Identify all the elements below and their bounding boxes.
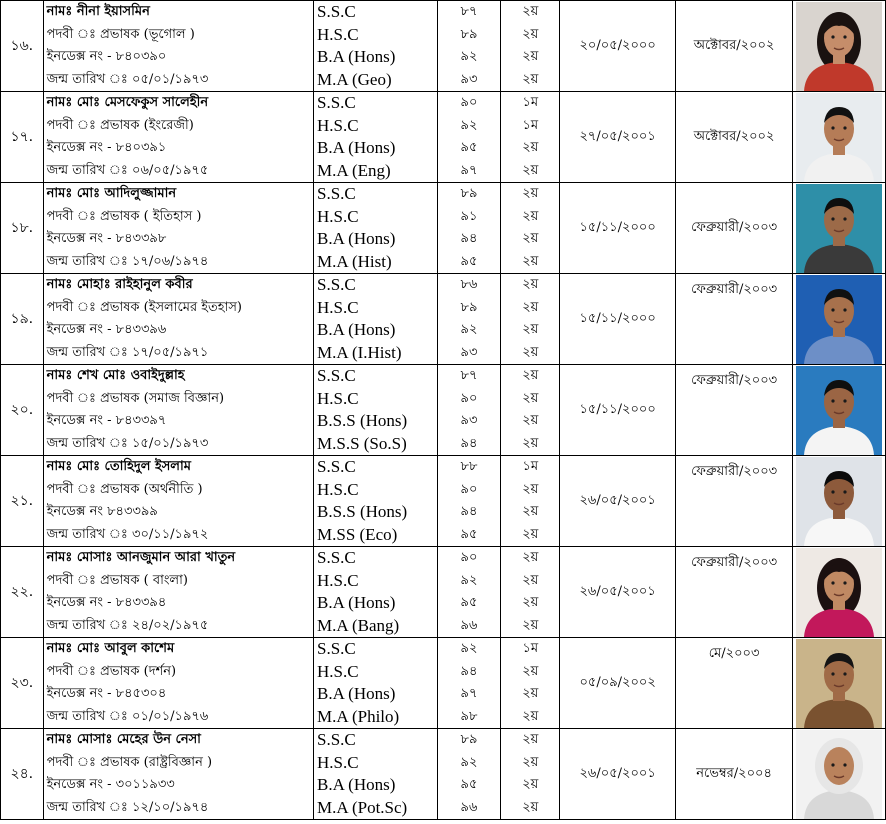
exam-marks: ৯৭ — [460, 162, 478, 178]
table-row — [1, 456, 886, 547]
exam-name: M.SS (Eco) — [317, 524, 398, 544]
marks-list — [437, 456, 500, 547]
promotion-date: ফেব্রুয়ারী/২০০৩ — [675, 274, 793, 365]
teacher-designation: পদবী ঃ প্রভাষক (রাষ্ট্রবিজ্ঞান ) — [46, 754, 213, 770]
exam-name: H.S.C — [317, 570, 359, 590]
portrait-icon — [796, 730, 882, 819]
division-list — [501, 365, 560, 456]
teacher-date-of-birth: জন্ম তারিখ ঃ ১৭/০৬/১৯৭৪ — [46, 253, 209, 269]
teacher-photo — [796, 548, 882, 637]
exam-name: H.S.C — [317, 206, 359, 226]
serial-number: ১৯. — [1, 274, 44, 365]
table-row — [1, 183, 886, 274]
portrait-icon — [796, 548, 882, 637]
exam-name: M.A (I.Hist) — [317, 342, 402, 362]
exam-division: ২য় — [522, 732, 539, 747]
exam-name: S.S.C — [317, 730, 356, 749]
promotion-date: ফেব্রুয়ারী/২০০৩ — [675, 365, 793, 456]
teacher-date-of-birth: জন্ম তারিখ ঃ ১২/১০/১৯৭৪ — [46, 799, 209, 815]
marks-list — [437, 1, 500, 92]
exam-division: ২য় — [522, 572, 539, 588]
exam-name: H.S.C — [317, 661, 359, 681]
exam-list — [314, 729, 438, 820]
joining-date: ১৫/১১/২০০০ — [560, 183, 675, 274]
exam-name: B.S.S (Hons) — [317, 502, 408, 521]
exam-marks: ৯৬ — [460, 799, 478, 815]
exam-marks: ৯৪ — [460, 435, 478, 451]
teacher-photo — [796, 639, 882, 728]
exam-division: ২য় — [522, 344, 539, 360]
exam-name: S.S.C — [317, 2, 356, 21]
teacher-designation: পদবী ঃ প্রভাষক ( ইতিহাস ) — [46, 208, 202, 224]
exam-marks: ৯২ — [460, 754, 478, 770]
teacher-photo — [796, 93, 882, 182]
exam-division: ১ম — [522, 117, 539, 133]
exam-division: ২য় — [522, 322, 539, 337]
exam-name: S.S.C — [317, 366, 356, 385]
exam-marks: ৮৯ — [460, 732, 478, 747]
exam-name: H.S.C — [317, 388, 359, 408]
teacher-name: নামঃ মোহাঃ রাইহানুল কবীর — [46, 277, 193, 292]
exam-marks: ৯২ — [460, 117, 478, 133]
exam-marks: ৮৯ — [460, 299, 478, 315]
exam-name: S.S.C — [317, 639, 356, 658]
exam-division: ২য় — [522, 186, 539, 201]
exam-name: S.S.C — [317, 93, 356, 112]
teacher-name: নামঃ মোসাঃ আনজুমান আরা খাতুন — [46, 550, 236, 565]
serial-number: ১৬. — [1, 1, 44, 92]
teacher-date-of-birth: জন্ম তারিখ ঃ ২৪/০২/১৯৭৫ — [46, 617, 209, 633]
joining-date: ২০/০৫/২০০০ — [560, 1, 675, 92]
exam-name: S.S.C — [317, 457, 356, 476]
teacher-info — [43, 1, 313, 92]
division-list — [501, 456, 560, 547]
exam-division: ২য় — [522, 4, 539, 19]
marks-list — [437, 274, 500, 365]
teacher-index-number: ইনডেক্স নং - ৮৪৩৩৯৬ — [46, 322, 167, 337]
exam-list — [314, 547, 438, 638]
exam-name: H.S.C — [317, 297, 359, 317]
teacher-photo-cell — [793, 92, 886, 183]
exam-division: ২য় — [522, 162, 539, 178]
joining-date: ০৫/০৯/২০০২ — [560, 638, 675, 729]
exam-name: H.S.C — [317, 24, 359, 44]
division-list — [501, 1, 560, 92]
portrait-icon — [796, 275, 882, 364]
teacher-name: নামঃ মোঃ তোহিদুল ইসলাম — [46, 459, 191, 474]
exam-division: ১ম — [522, 641, 539, 656]
promotion-date: ফেব্রুয়ারী/২০০৩ — [675, 456, 793, 547]
exam-marks: ৯০ — [460, 95, 478, 110]
exam-name: B.A (Hons) — [317, 593, 396, 612]
division-list — [501, 638, 560, 729]
exam-name: M.A (Pot.Sc) — [317, 797, 408, 817]
teacher-info — [43, 365, 313, 456]
teacher-index-number: ইনডেক্স নং - ৮৪৫৩০৪ — [46, 686, 167, 701]
exam-name: M.A (Hist) — [317, 251, 392, 271]
joining-date: ১৫/১১/২০০০ — [560, 365, 675, 456]
teacher-index-number: ইনডেক্স নং - ৮৪০৩৯১ — [46, 140, 167, 155]
exam-division: ২য় — [522, 799, 539, 815]
exam-division: ২য় — [522, 368, 539, 383]
exam-division: ২য় — [522, 140, 539, 155]
portrait-icon — [796, 184, 882, 273]
exam-marks: ৯২ — [460, 572, 478, 588]
exam-division: ২য় — [522, 253, 539, 269]
serial-number: ২৪. — [1, 729, 44, 820]
teacher-photo-cell — [793, 183, 886, 274]
exam-name: H.S.C — [317, 115, 359, 135]
promotion-date: ফেব্রুয়ারী/২০০৩ — [675, 183, 793, 274]
exam-division: ২য় — [522, 49, 539, 64]
teacher-name: নামঃ মোঃ আবুল কাশেম — [46, 641, 175, 656]
serial-number: ২৩. — [1, 638, 44, 729]
exam-marks: ৮৯ — [460, 26, 478, 42]
joining-date: ২৬/০৫/২০০১ — [560, 729, 675, 820]
table-row — [1, 274, 886, 365]
staff-table-body — [1, 1, 886, 820]
exam-marks: ৯৮ — [460, 708, 478, 724]
exam-division: ২য় — [522, 708, 539, 724]
teacher-date-of-birth: জন্ম তারিখ ঃ ১৫/০১/১৯৭৩ — [46, 435, 209, 451]
table-row — [1, 547, 886, 638]
exam-marks: ৮৭ — [460, 368, 478, 383]
portrait-icon — [796, 457, 882, 546]
exam-marks: ৯৫ — [460, 526, 478, 542]
teacher-photo-cell — [793, 456, 886, 547]
teacher-info — [43, 183, 313, 274]
exam-division: ২য় — [522, 390, 539, 406]
teacher-date-of-birth: জন্ম তারিখ ঃ ১৭/০৫/১৯৭১ — [46, 344, 209, 360]
exam-division: ২য় — [522, 777, 539, 792]
marks-list — [437, 92, 500, 183]
exam-name: B.A (Hons) — [317, 138, 396, 157]
promotion-date: অক্টোবর/২০০২ — [675, 92, 793, 183]
exam-name: M.A (Philo) — [317, 706, 400, 726]
teacher-designation: পদবী ঃ প্রভাষক (ভূগোল ) — [46, 26, 195, 42]
exam-list — [314, 365, 438, 456]
exam-marks: ৯৫ — [460, 595, 478, 610]
exam-marks: ৮৬ — [460, 277, 478, 292]
marks-list — [437, 183, 500, 274]
teacher-index-number: ইনডেক্স নং - ৮৪৩৩৯৮ — [46, 231, 167, 246]
teacher-info — [43, 729, 313, 820]
exam-marks: ৯২ — [460, 49, 478, 64]
teacher-designation: পদবী ঃ প্রভাষক (সমাজ বিজ্ঞান) — [46, 390, 225, 406]
teacher-photo-cell — [793, 638, 886, 729]
portrait-icon — [796, 366, 882, 455]
serial-number: ২২. — [1, 547, 44, 638]
exam-marks: ৯৪ — [460, 504, 478, 519]
exam-marks: ৯৫ — [460, 140, 478, 155]
exam-marks: ৯১ — [460, 208, 478, 224]
teacher-name: নামঃ মোঃ আদিলুজ্জামান — [46, 186, 177, 201]
marks-list — [437, 638, 500, 729]
teacher-designation: পদবী ঃ প্রভাষক (ইংরেজী) — [46, 117, 194, 133]
exam-division: ২য় — [522, 550, 539, 565]
exam-marks: ৯৫ — [460, 253, 478, 269]
teacher-index-number: ইনডেক্স নং - ৮৪৩৩৯৪ — [46, 595, 167, 610]
promotion-date: অক্টোবর/২০০২ — [675, 1, 793, 92]
joining-date: ২৭/০৫/২০০১ — [560, 92, 675, 183]
exam-division: ২য় — [522, 435, 539, 451]
teacher-photo — [796, 184, 882, 273]
table-row — [1, 638, 886, 729]
exam-division: ২য় — [522, 686, 539, 701]
teacher-designation: পদবী ঃ প্রভাষক (দর্শন) — [46, 663, 177, 679]
exam-marks: ৮৮ — [460, 459, 478, 474]
teacher-index-number: ইনডেক্স নং ৮৪৩৩৯৯ — [46, 504, 158, 519]
exam-name: B.A (Hons) — [317, 47, 396, 66]
joining-date: ২৬/০৫/২০০১ — [560, 547, 675, 638]
exam-marks: ৯৩ — [460, 71, 478, 87]
joining-date: ২৬/০৫/২০০১ — [560, 456, 675, 547]
exam-marks: ৯০ — [460, 390, 478, 406]
exam-list — [314, 92, 438, 183]
teacher-info — [43, 274, 313, 365]
serial-number: ১৭. — [1, 92, 44, 183]
exam-marks: ৮৭ — [460, 4, 478, 19]
portrait-icon — [796, 2, 882, 91]
exam-division: ২য় — [522, 71, 539, 87]
exam-marks: ৯৭ — [460, 686, 478, 701]
exam-marks: ৯০ — [460, 550, 478, 565]
teacher-designation: পদবী ঃ প্রভাষক (অর্থনীতি ) — [46, 481, 203, 497]
exam-division: ২য় — [522, 277, 539, 292]
teacher-photo-cell — [793, 365, 886, 456]
exam-list — [314, 274, 438, 365]
teacher-name: নামঃ মোঃ মেসফেকুস সালেহীন — [46, 95, 209, 110]
exam-division: ১ম — [522, 459, 539, 474]
exam-list — [314, 638, 438, 729]
teacher-date-of-birth: জন্ম তারিখ ঃ ০৬/০৫/১৯৭৫ — [46, 162, 209, 178]
teacher-info — [43, 547, 313, 638]
division-list — [501, 729, 560, 820]
exam-division: ২য় — [522, 231, 539, 246]
exam-name: M.A (Geo) — [317, 69, 392, 89]
portrait-icon — [796, 639, 882, 728]
teacher-photo — [796, 275, 882, 364]
exam-name: S.S.C — [317, 275, 356, 294]
exam-name: B.A (Hons) — [317, 229, 396, 248]
table-row — [1, 92, 886, 183]
teacher-index-number: ইনডেক্স নং - ৮৪০৩৯০ — [46, 49, 167, 64]
division-list — [501, 274, 560, 365]
exam-name: H.S.C — [317, 479, 359, 499]
exam-marks: ৯৪ — [460, 231, 478, 246]
exam-division: ২য় — [522, 595, 539, 610]
division-list — [501, 547, 560, 638]
exam-name: B.A (Hons) — [317, 684, 396, 703]
teacher-photo-cell — [793, 547, 886, 638]
serial-number: ২০. — [1, 365, 44, 456]
teacher-info — [43, 638, 313, 729]
exam-marks: ৯০ — [460, 481, 478, 497]
teacher-photo — [796, 2, 882, 91]
exam-division: ২য় — [522, 754, 539, 770]
exam-marks: ৮৯ — [460, 186, 478, 201]
portrait-icon — [796, 93, 882, 182]
exam-name: B.A (Hons) — [317, 320, 396, 339]
exam-division: ২য় — [522, 413, 539, 428]
promotion-date: ফেব্রুয়ারী/২০০৩ — [675, 547, 793, 638]
promotion-date: নভেম্বর/২০০৪ — [675, 729, 793, 820]
teacher-index-number: ইনডেক্স নং - ৩০১১৯৩৩ — [46, 777, 175, 792]
teacher-name: নামঃ নীনা ইয়াসমিন — [46, 4, 150, 19]
exam-marks: ৯৬ — [460, 617, 478, 633]
exam-list — [314, 1, 438, 92]
exam-marks: ৯২ — [460, 322, 478, 337]
exam-division: ২য় — [522, 208, 539, 224]
exam-list — [314, 183, 438, 274]
marks-list — [437, 729, 500, 820]
division-list — [501, 183, 560, 274]
exam-division: ২য় — [522, 299, 539, 315]
exam-name: M.S.S (So.S) — [317, 433, 407, 453]
exam-name: M.A (Bang) — [317, 615, 400, 635]
exam-division: ১ম — [522, 95, 539, 110]
exam-name: B.S.S (Hons) — [317, 411, 408, 430]
exam-division: ২য় — [522, 526, 539, 542]
teacher-photo-cell — [793, 1, 886, 92]
exam-marks: ৯৫ — [460, 777, 478, 792]
teacher-date-of-birth: জন্ম তারিখ ঃ ০১/০১/১৯৭৬ — [46, 708, 209, 724]
exam-name: B.A (Hons) — [317, 775, 396, 794]
teacher-photo-cell — [793, 274, 886, 365]
teacher-index-number: ইনডেক্স নং - ৮৪৩৩৯৭ — [46, 413, 167, 428]
exam-marks: ৯৩ — [460, 344, 478, 360]
teacher-date-of-birth: জন্ম তারিখ ঃ ০৫/০১/১৯৭৩ — [46, 71, 209, 87]
table-row — [1, 1, 886, 92]
exam-name: H.S.C — [317, 752, 359, 772]
teacher-name: নামঃ মোসাঃ মেহের উন নেসা — [46, 732, 201, 747]
table-row — [1, 365, 886, 456]
exam-name: S.S.C — [317, 548, 356, 567]
exam-division: ২য় — [522, 504, 539, 519]
teacher-photo — [796, 730, 882, 819]
teacher-designation: পদবী ঃ প্রভাষক (ইসলামের ইতহাস) — [46, 299, 243, 315]
division-list — [501, 92, 560, 183]
teacher-info — [43, 456, 313, 547]
exam-list — [314, 456, 438, 547]
exam-name: M.A (Eng) — [317, 160, 391, 180]
exam-division: ২য় — [522, 481, 539, 497]
teacher-date-of-birth: জন্ম তারিখ ঃ ৩০/১১/১৯৭২ — [46, 526, 209, 542]
exam-marks: ৯৩ — [460, 413, 478, 428]
joining-date: ১৫/১১/২০০০ — [560, 274, 675, 365]
teacher-photo — [796, 457, 882, 546]
exam-marks: ৯৪ — [460, 663, 478, 679]
serial-number: ২১. — [1, 456, 44, 547]
serial-number: ১৮. — [1, 183, 44, 274]
exam-division: ২য় — [522, 26, 539, 42]
marks-list — [437, 547, 500, 638]
promotion-date: মে/২০০৩ — [675, 638, 793, 729]
table-row — [1, 729, 886, 820]
teacher-designation: পদবী ঃ প্রভাষক ( বাংলা) — [46, 572, 188, 588]
teacher-info — [43, 92, 313, 183]
exam-division: ২য় — [522, 617, 539, 633]
marks-list — [437, 365, 500, 456]
exam-marks: ৯২ — [460, 641, 478, 656]
teacher-name: নামঃ শেখ মোঃ ওবাইদুল্লাহ — [46, 368, 185, 383]
exam-name: S.S.C — [317, 184, 356, 203]
teacher-photo — [796, 366, 882, 455]
teacher-photo-cell — [793, 729, 886, 820]
exam-division: ২য় — [522, 663, 539, 679]
